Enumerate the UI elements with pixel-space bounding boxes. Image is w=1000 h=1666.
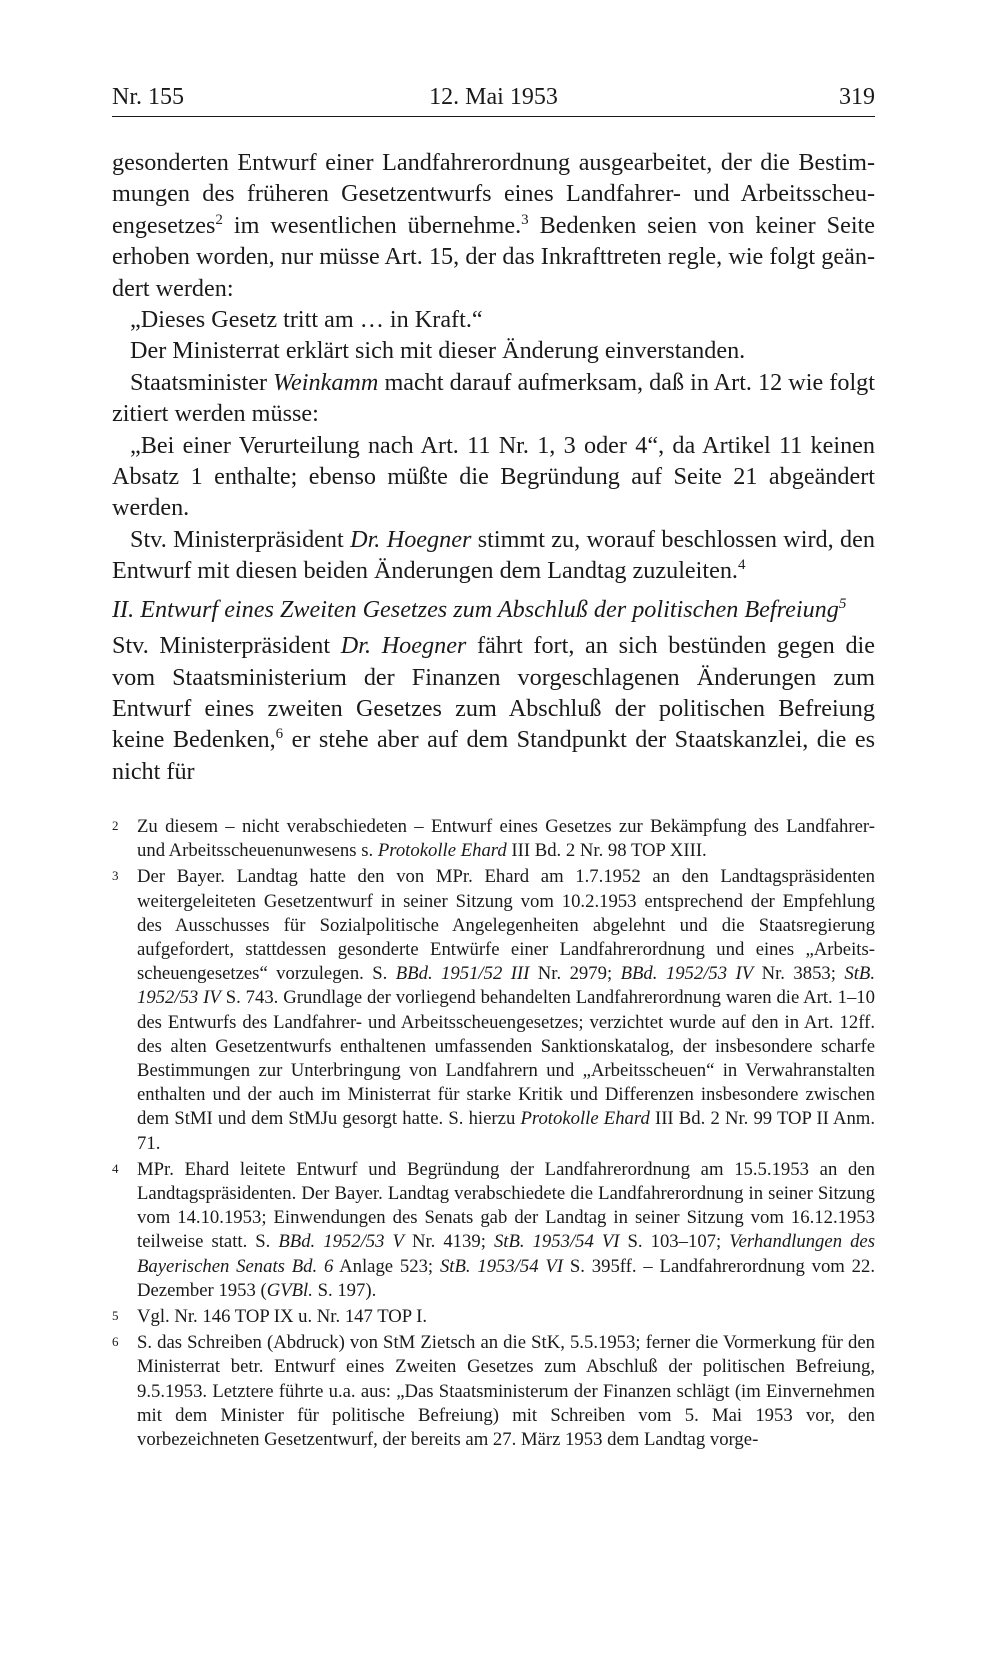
footnote-number: 2: [112, 818, 119, 833]
speaker-name: Dr. Hoegner: [350, 525, 472, 553]
footnote: 4 MPr. Ehard leitete Entwurf und Begründung der Landfahrerordnung am 15.5.1953 an den Landtagspräsidenten. Der Bayer. Landtag verabschiedete die Landfahrerordnung in seiner Sitzung vom 14.10.1953; Einwendungen des Senats gab der Landtag in seiner Sitzung vom 16.12.1953 teilweise statt. S. BBd. 1952/53 V Nr. 4139; StB. 1953/54 VI S. 103–107; Verhandlungen des Bayerischen Senats Bd. 6 Anlage 523; StB. 1953/54 VI S. 395ff. – Landfahrerordnung vom 22. Dezember 1953 (GVBl. S. 197).: [112, 1158, 876, 1301]
footnote-ref[interactable]: 2: [215, 211, 223, 228]
main-text: [112, 147, 875, 787]
paragraph: Der Ministerrat erklärt sich mit dieser Änderung einverstanden.: [130, 337, 746, 365]
speaker-name: Weinkamm: [273, 368, 379, 396]
footnote-number: 6: [112, 1334, 119, 1350]
header-rule: [112, 116, 875, 117]
header-date: 12. Mai 1953: [429, 84, 558, 110]
speaker-name: Dr. Hoegner: [340, 632, 467, 660]
footnotes: [112, 815, 875, 1454]
section-heading: II. Entwurf eines Zweiten Gesetzes zum Abschluß der politischen Befreiung$^5$: [112, 595, 847, 623]
page-number: 319: [839, 84, 875, 110]
footnote-number: 5: [112, 1308, 119, 1324]
paragraph: Stv. Ministerpräsident Dr. Hoegner fährt fort, an sich bestünden gegen die vom Staatsministerium der Finanzen vorgeschlagenen Änderungen zum Entwurf eines zweiten Gesetzes zum Abschluß der politischen Befreiung keine Bedenken,$^6$ er stehe aber auf dem Standpunkt der Staatskanzlei, die es nicht für: [112, 632, 875, 785]
footnote-ref[interactable]: 5: [838, 595, 847, 612]
paragraph: Stv. Ministerpräsident Dr. Hoegner stimmt zu, worauf beschlossen wird, den Entwurf mit diesen beiden Änderungen dem Landtag zuzuleiten.$^4$: [112, 525, 875, 585]
paragraph: Staatsminister Weinkamm macht darauf aufmerksam, daß in Art. 12 wie folgt zitiert werden müsse:: [112, 368, 875, 428]
footnote-ref[interactable]: 3: [521, 211, 529, 228]
quoted-text: „Bei einer Verurteilung nach Art. 11 Nr. 1, 3 oder 4“, da Artikel 11 keinen Absatz 1 enthalte; ebenso müßte die Begründung auf Seite 21 abgeändert werden.: [112, 431, 875, 522]
footnote-ref[interactable]: 4: [737, 557, 746, 574]
footnote: 5 Vgl. Nr. 146 TOP IX u. Nr. 147 TOP I.: [112, 1306, 428, 1328]
paragraph: gesonderten Entwurf einer Landfahrerordnung ausgearbeitet, der die Bestimmungen des früheren Gesetzentwurfs eines Landfahrer- und Arbeitsscheuengesetzes$^2$ im wesentlichen übernehme.$^3$ Bedenken seien von keiner Seite erhoben worden, nur müsse Art. 15, der das Inkrafttreten regle, wie folgt geändert werden:: [112, 149, 875, 302]
footnote: 6 S. das Schreiben (Abdruck) von StM Zietsch an die StK, 5.5.1953; ferner die Vormerkung für den Ministerrat betr. Entwurf eines Zweiten Gesetzes zum Abschluß der politischen Befreiung, 9.5.1953. Letztere führte u.a. aus: „Das Staatsministerum der Finanzen schlägt (im Einvernehmen mit dem Minister für politische Befreiung) mit Schreiben vom 5. Mai 1953 vor, den vorbezeichneten Gesetzentwurf, der bereits am 27. März 1953 dem Landtag vorge-: [112, 1332, 875, 1451]
footnote-number: 4: [112, 1160, 119, 1176]
footnote: 3 Der Bayer. Landtag hatte den von MPr. Ehard am 1.7.1952 an den Landtagspräsidenten weitergeleiteten Gesetzentwurf in seiner Sitzung vom 10.2.1953 entsprechend der Empfehlung des Ausschusses für Sozialpolitische Angelegenheiten abgelehnt und die Staatsregierung aufgefordert, stattdessen gesonderte Entwürfe einer Landfahrerordnung und eines „Arbeitsscheuengesetzes“ vorzulegen. S. BBd. 1951/52 III Nr. 2979; BBd. 1952/53 IV Nr. 3853; StB. 1952/53 IV S. 743. Grundlage der vorliegend behandelten Landfahrerordnung waren die Art. 1–10 des Entwurfs des Landfahrer- und Arbeitsscheuengesetzes; verzichtet wurde auf den in Art. 12ff. des alten Gesetzentwurfs enthaltenen umfassenden Sanktionskatalog, der insbesondere scharfe Bestimmungen zur Unterbringung von Landfahrern und „Arbeitsscheuen“ in Verwahranstalten enthalten und der auch im Ministerrat für starke Kritik und Differenzen insbesondere zwischen dem StMI und dem StMJu gesorgt hatte. S. hierzu Protokolle Ehard III Bd. 2 Nr. 99 TOP II Anm. 71.: [112, 866, 876, 1154]
footnote-ref[interactable]: 6: [275, 726, 284, 743]
document-number: Nr. 155: [112, 84, 184, 110]
quoted-text: „Dieses Gesetz tritt am … in Kraft.“: [130, 306, 483, 334]
footnote: 2 Zu diesem – nicht verabschiedeten – Entwurf eines Gesetzes zur Bekämpfung des Landfahrer- und Arbeitsscheuenunwesens s. Protokolle Ehard III Bd. 2 Nr. 98 TOP XIII.: [112, 816, 875, 862]
running-header: [112, 82, 875, 118]
footnote-number: 3: [112, 868, 119, 884]
